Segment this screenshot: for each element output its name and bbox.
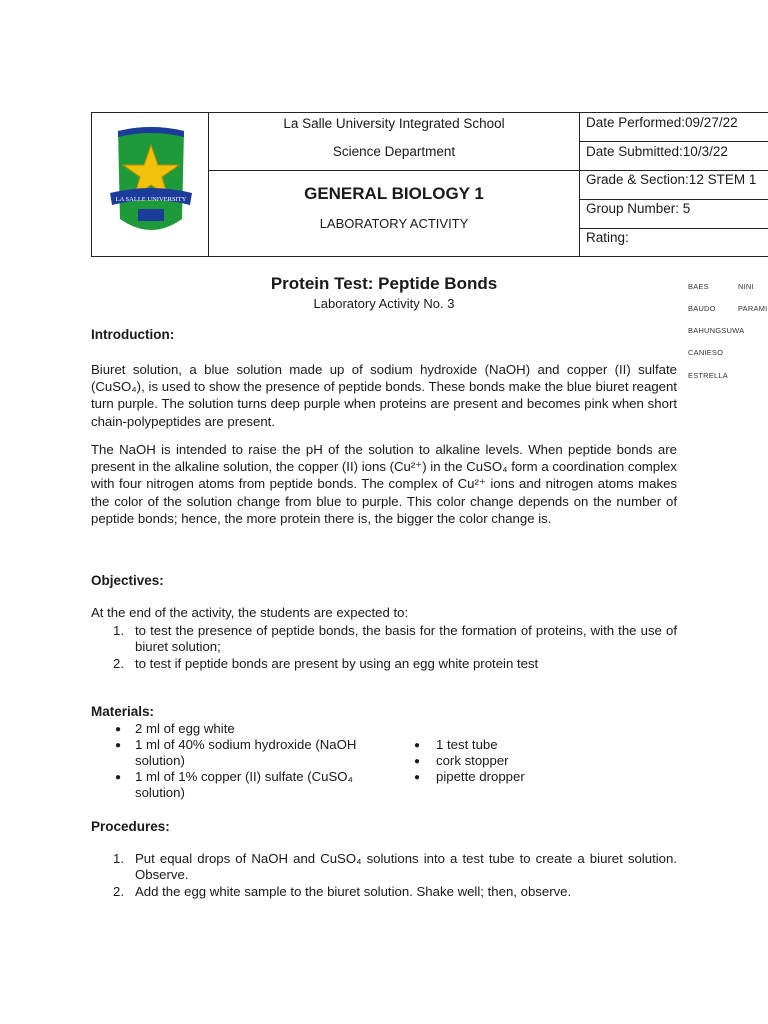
procedure-item: Add the egg white sample to the biuret solution. Shake well; then, observe. bbox=[135, 884, 572, 899]
bullet-icon: ● bbox=[414, 740, 421, 751]
materials-heading: Materials: bbox=[91, 704, 155, 719]
date-submitted: Date Submitted:10/3/22 bbox=[586, 144, 728, 159]
objectives-heading: Objectives: bbox=[91, 573, 164, 588]
bullet-icon: ● bbox=[115, 724, 122, 735]
grade-section: Grade & Section:12 STEM 1 bbox=[586, 172, 757, 187]
rating: Rating: bbox=[586, 230, 629, 245]
member-name: ESTRELLA bbox=[688, 371, 728, 380]
logo-seal bbox=[138, 209, 164, 221]
page-title: Protein Test: Peptide Bonds bbox=[270, 274, 498, 293]
member-name: BAHUNGSUWA bbox=[688, 326, 745, 335]
list-number: 1. bbox=[113, 851, 124, 866]
school-name: La Salle University Integrated School bbox=[283, 116, 505, 131]
divider bbox=[579, 228, 768, 229]
list-number: 1. bbox=[113, 623, 124, 638]
school-logo bbox=[108, 123, 194, 247]
date-performed: Date Performed:09/27/22 bbox=[586, 115, 738, 130]
introduction-heading: Introduction: bbox=[91, 327, 175, 342]
member-name: CANIESO bbox=[688, 348, 724, 357]
introduction-paragraph: The NaOH is intended to raise the pH of the solution to alkaline levels. When peptide bonds are present in the alkaline solution, the copper (II) ions (Cu²⁺) in the CuSO₄ form a coordination complex with four nitrogen atoms from peptide bonds. The complex of Cu²⁺ ions and nitrogen atoms makes the color of the solution change from blue to purple. This color change depends on the number of peptide bonds; hence, the more protein there is, the bigger the color change is. bbox=[91, 442, 677, 526]
member-name: BAES bbox=[688, 282, 709, 291]
material-item: 1 test tube bbox=[436, 737, 498, 752]
divider bbox=[579, 170, 768, 171]
group-number: Group Number: 5 bbox=[586, 201, 691, 216]
divider bbox=[579, 199, 768, 200]
objectives-lead: At the end of the activity, the students are expected to: bbox=[91, 605, 409, 620]
procedures-heading: Procedures: bbox=[91, 819, 170, 834]
bullet-icon: ● bbox=[414, 772, 421, 783]
header-table bbox=[91, 112, 768, 257]
member-name: NINI bbox=[738, 282, 754, 291]
member-name: BAUDO bbox=[688, 304, 716, 313]
material-item: 1 ml of 1% copper (II) sulfate (CuSO₄ solution) bbox=[135, 769, 353, 800]
department-name: Science Department bbox=[332, 144, 456, 159]
objective-item: to test the presence of peptide bonds, the basis for the formation of proteins, with the use of biuret solution; bbox=[135, 623, 677, 654]
divider bbox=[208, 170, 580, 171]
course-title: GENERAL BIOLOGY 1 bbox=[304, 184, 484, 203]
material-item: cork stopper bbox=[436, 753, 509, 768]
introduction-paragraph: Biuret solution, a blue solution made up of sodium hydroxide (NaOH) and copper (II) sulfate (CuSO₄), is used to show the presence of peptide bonds. These bonds make the blue biuret reagent turn purple. The solution turns deep purple when proteins are present and becomes pink when short chain-polypeptides are present. bbox=[91, 362, 677, 429]
bullet-icon: ● bbox=[115, 740, 122, 751]
material-item: 2 ml of egg white bbox=[135, 721, 235, 736]
material-item: pipette dropper bbox=[436, 769, 525, 784]
page-subtitle: Laboratory Activity No. 3 bbox=[313, 296, 455, 311]
logo-text: LA SALLE UNIVERSITY bbox=[115, 196, 187, 203]
activity-type: LABORATORY ACTIVITY bbox=[319, 216, 469, 231]
bullet-icon: ● bbox=[115, 772, 122, 783]
member-name: PARAMI bbox=[738, 304, 768, 313]
objective-item: to test if peptide bonds are present by using an egg white protein test bbox=[135, 656, 539, 671]
divider bbox=[579, 141, 768, 142]
bullet-icon: ● bbox=[414, 756, 421, 767]
list-number: 2. bbox=[113, 884, 124, 899]
procedure-item: Put equal drops of NaOH and CuSO₄ solutions into a test tube to create a biuret solution. Observe. bbox=[135, 851, 677, 882]
list-number: 2. bbox=[113, 656, 124, 671]
material-item: 1 ml of 40% sodium hydroxide (NaOH solution) bbox=[135, 737, 357, 768]
